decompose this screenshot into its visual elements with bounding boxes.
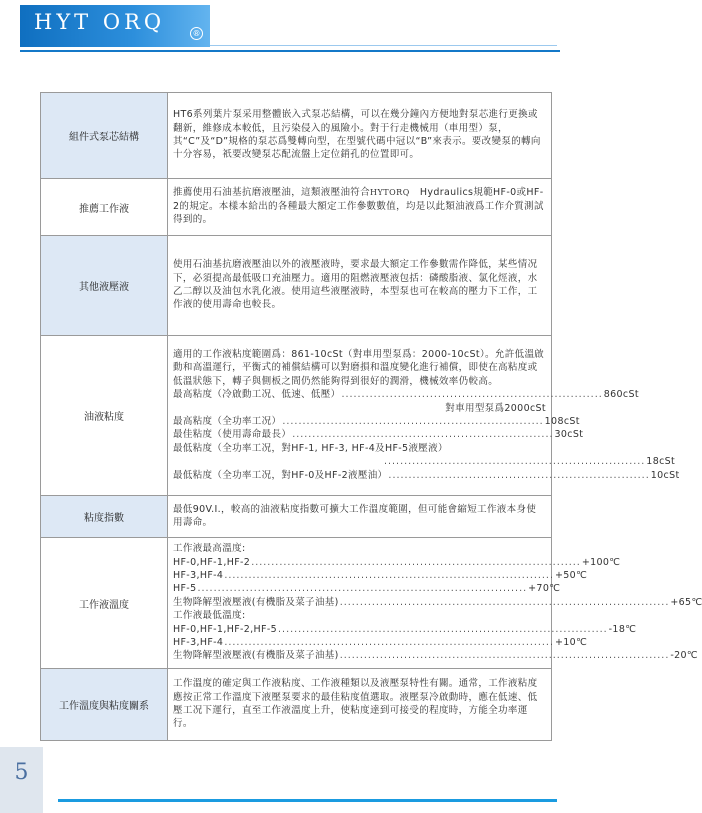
viscosity-line: 最高粘度（冷啟動工况、低速、低壓） ................................................................. 860cSt bbox=[173, 389, 639, 401]
row-content bbox=[168, 236, 552, 336]
viscosity-line: 最高粘度（全功率工况） ................................................................. 108cSt bbox=[173, 416, 580, 427]
row-paragraph: 使用石油基抗磨液壓油以外的液壓液時，要求最大額定工作參數需作降低，某些情况下，必須提高最低吸口充油壓力。適用的阻燃液壓液包括：磷酸脂液、氯化烴液，水乙二醇以及油包水乳化液。使用這些液壓液時，本型泵也可在較高的壓力下工作，工作液的使用壽命也較長。 bbox=[173, 259, 538, 311]
table-row bbox=[41, 93, 552, 179]
row-paragraph: 最低90V.I.，較高的油液粘度指數可擴大工作溫度範圍，但可能會縮短工作液本身使用壽命。 bbox=[173, 503, 537, 528]
row-label: 推薦工作液 bbox=[41, 179, 168, 236]
row-paragraph-part-b: Hydraulics規範HF-0或HF-2的規定。本樣本給出的各種最大額定工作參數數值，均是以此類油液爲工作介質測試得到的。 bbox=[173, 187, 544, 226]
temp-line: HF-3,HF-4 .................................................................................. +10℃ bbox=[173, 637, 588, 649]
viscosity-line-note: 對車用型泵爲2000cSt bbox=[445, 402, 546, 414]
header-rule bbox=[20, 50, 560, 52]
table-row bbox=[41, 179, 552, 236]
footer-rule bbox=[58, 799, 557, 802]
header-thin-rule bbox=[210, 45, 557, 46]
row-content bbox=[168, 538, 702, 669]
temp-line: 生物降解型液壓液(有機脂及菜子油基) .................................................................................. -20℃ bbox=[173, 650, 698, 662]
temp-line: HF-0,HF-1,HF-2 .................................................................................. +100℃ bbox=[173, 556, 621, 568]
row-label: 工作溫度與粘度關系 bbox=[41, 669, 168, 741]
row-paragraph: 工作溫度的確定與工作液粘度、工作液種類以及液壓泵特性有關。通常，工作液粘度應按正常工作溫度下液壓泵要求的最佳粘度值選取。液壓泵冷啟動時，應在低速、低壓工况下運行，直至工作液溫度上升，使粘度達到可接受的程度時，方能全功率運行。 bbox=[173, 678, 538, 730]
row-content bbox=[168, 336, 680, 496]
row-label: 工作液溫度 bbox=[41, 538, 168, 669]
page-number: 5 bbox=[14, 760, 29, 785]
row-label: 油液粘度 bbox=[41, 336, 168, 496]
row-content bbox=[168, 93, 552, 179]
row-content bbox=[168, 669, 552, 741]
row-label: 其他液壓液 bbox=[41, 236, 168, 336]
viscosity-line: ................................................................. 18cSt bbox=[384, 456, 676, 468]
row-paragraph: HT6系列葉片泵采用整體嵌入式泵芯結構，可以在幾分鐘內方便地對泵芯進行更換或翻新，維修成本較低，且污染侵入的風險小。對于行走機械用（車用型）泵，其“C”及“D”規格的泵芯爲雙轉向型，在型號代碼中冠以“B”來表示。要改變泵的轉向十分容易，祇要改變泵芯配流盤上定位銷孔的位置即可。 bbox=[173, 109, 541, 161]
viscosity-line: 最佳粘度（使用壽命最長） ................................................................. 30cSt bbox=[173, 429, 584, 441]
min-temp-heading: 工作液最低溫度: bbox=[173, 610, 246, 622]
row-paragraph-part-a: 推薦使用石油基抗磨液壓油，這類液壓油符合 bbox=[173, 187, 371, 199]
temp-line: HF-0,HF-1,HF-2,HF-5 .................................................................................. -18℃ bbox=[173, 623, 637, 635]
table-row bbox=[41, 538, 552, 669]
brand-logo-text: HYT ORQ bbox=[34, 10, 166, 34]
inline-brand-mark: HYTORQ bbox=[370, 188, 410, 198]
viscosity-line: 最低粘度（全功率工况，對HF-0及HF-2液壓油） ................................................................. 10cSt bbox=[173, 469, 680, 481]
table-row bbox=[41, 236, 552, 336]
row-label: 組件式泵芯結構 bbox=[41, 93, 168, 179]
row-content bbox=[168, 179, 552, 236]
temp-line: HF-5 .................................................................................. +70℃ bbox=[173, 583, 561, 595]
max-temp-heading: 工作液最高溫度: bbox=[173, 543, 246, 555]
temp-line: 生物降解型液壓液(有機脂及菜子油基) .................................................................................. +65℃ bbox=[173, 596, 702, 608]
registered-mark: ® bbox=[190, 27, 203, 40]
row-content bbox=[168, 496, 552, 538]
spec-table bbox=[40, 92, 702, 741]
table-row bbox=[41, 496, 552, 538]
row-label: 粘度指數 bbox=[41, 496, 168, 538]
table-row bbox=[41, 336, 552, 496]
viscosity-line: 最低粘度（全功率工况，對HF-1, HF-3, HF-4及HF-5液壓液） bbox=[173, 442, 448, 454]
row-paragraph: 適用的工作液粘度範圍爲：861-10cSt（對車用型泵爲：2000-10cSt）。允許低溫啟動和高溫運行，平衡式的補償結構可以對磨損和溫度變化進行補償，即使在高粘度或低溫狀態下，轉子與側板之間仍然能夠得到很好的潤滑，機械效率仍較高。 bbox=[173, 348, 545, 387]
temp-line: HF-3,HF-4 .................................................................................. +50℃ bbox=[173, 569, 588, 581]
table-row bbox=[41, 669, 552, 741]
